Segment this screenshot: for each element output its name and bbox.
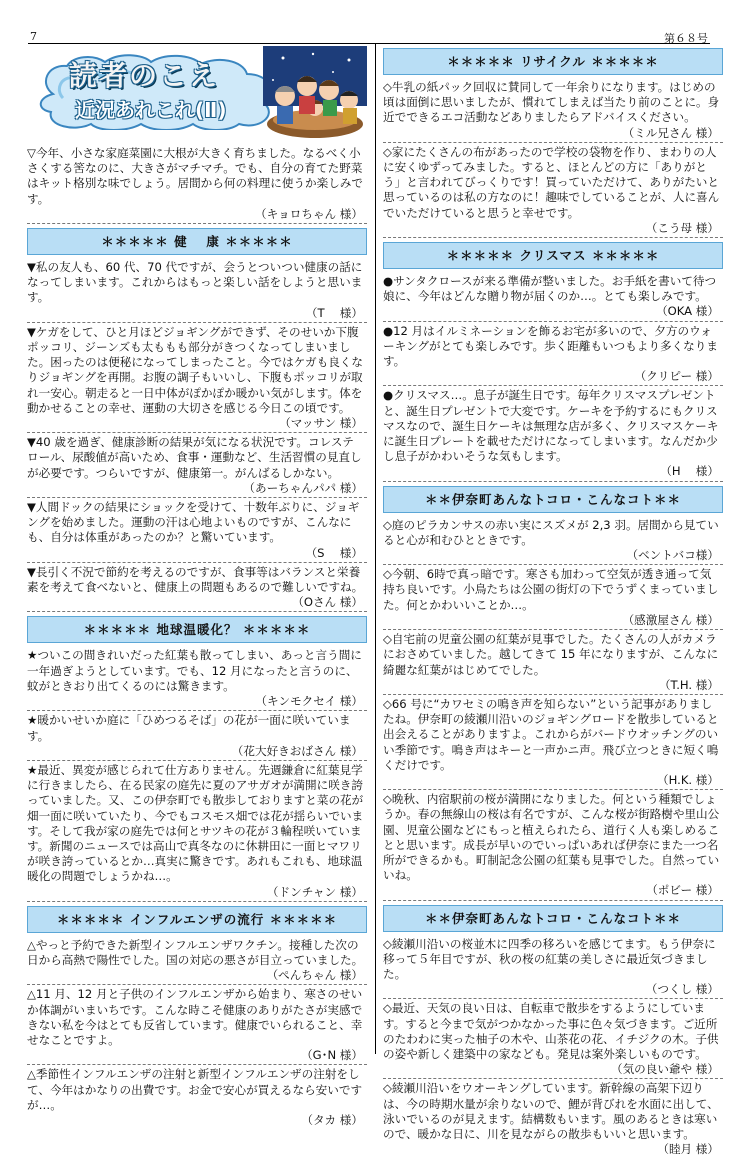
reader-comment bbox=[383, 518, 723, 566]
page-number: 7 bbox=[30, 30, 37, 43]
section-header: ＊＊＊＊＊ クリスマス ＊＊＊＊＊ bbox=[383, 242, 723, 269]
comment-signature: （キョロちゃん 様） bbox=[254, 206, 363, 221]
comment-text: ◇自宅前の児童公園の紅葉が見事でした。たくさんの人がカメラにおさめていました。越してきて 15 年になりますが、こんなに綺麗な紅葉がはじめてでした。 bbox=[383, 632, 719, 677]
comment-signature: （ぺんちゃん 様） bbox=[266, 968, 363, 983]
reader-comment bbox=[383, 324, 723, 387]
left-sections bbox=[27, 146, 367, 1129]
reader-comment bbox=[383, 1081, 723, 1158]
comment-signature: （花大好きおばさん 様） bbox=[231, 743, 363, 758]
comment-signature: （タカ 様） bbox=[301, 1112, 363, 1127]
comment-text: ★暖かいせいか庭に「ひめつるそば」の花が一面に咲いています。 bbox=[27, 713, 351, 743]
comment-text: ★最近、異変が感じられて仕方ありません。先週鎌倉に紅葉見学に行きましたら、在る民家の庭先に夏のアサガオが満開に咲き誇っていました。又、この伊奈町でも散歩しておりますと菜の花が畑一面に咲いていたり、今でもコスモス畑では花が揺らいでいます。そして我が家の庭先では何とサツキの花が３輪程咲いています。新聞のニュースでは高山で真冬なのに休耕田に一面ヒマワリが咲き誇っているとか…真実に驚きです。あれもこれも、地球温暖化の問題でしょうかね…。 bbox=[27, 762, 364, 884]
comment-signature: （S 様） bbox=[305, 545, 363, 560]
reader-comment bbox=[383, 632, 723, 695]
comment-text: ▼私の友人も、60 代、70 代ですが、会うとついつい健康の話になってしまいます。これからはもっと楽しい話をしようと思います。 bbox=[27, 260, 363, 305]
comment-text: ▼ケガをして、ひと月ほどジョギングができず、そのせいか下腹ポッコリ、ジーンズも太ももも部分がきつくなってしまいました。困ったのは便秘になってしまったこと。今ではケガも良くなりジョギングを再開。お腹の調子もいいし、下腹もポッコリが取れ一安心。朝走ると一日中体がぽかぽか暖かい気がします。体を動かせることの幸せ、運動の大切さを感じる今日この頃です。 bbox=[27, 324, 363, 415]
comment-text: ◇晩秋、内宿駅前の桜が満開になりました。何という種類でしょうか。春の無線山の桜は有名ですが、こんな桜が街路樹や里山公園、児童公園などにもっと植えられたら、道行く人も楽しめることと思います。成長が早いのでいっぱいあれば伊奈にまた一つ名所ができるかも。町制記念公園の紅葉も見事でした。自然っていいね。 bbox=[383, 792, 720, 883]
comment-text: ▼40 歳を過ぎ、健康診断の結果が気になる状況です。コレステロール、尿酸値が高いため、食事・運動など、生活習慣の見直しが必要です。つらいですが、健康第一。がんばるしかない。 bbox=[27, 435, 362, 480]
comment-text: ▼長引く不況で節約を考えるのですが、食事等はバランスと栄養素を考えて食べないと、健康上の問題もあるので難しいですね。 bbox=[27, 564, 364, 595]
section-header: ＊＊＊＊＊ 健 康 ＊＊＊＊＊ bbox=[27, 228, 367, 255]
section-header: ＊＊＊＊＊ インフルエンザの流行 ＊＊＊＊＊ bbox=[27, 906, 367, 933]
title-block bbox=[27, 44, 367, 146]
comment-text: ●12 月はイルミネーションを飾るお宅が多いので、夕方のウォーキングがとても楽しみです。歩く距離もいつもより多くなります。 bbox=[383, 323, 718, 369]
reader-comment bbox=[383, 145, 723, 238]
reader-comment bbox=[27, 260, 367, 323]
issue-number: 第６８号 bbox=[664, 32, 708, 45]
section-header: ＊＊＊＊＊ 地球温暖化？ ＊＊＊＊＊ bbox=[27, 616, 367, 643]
reader-comment bbox=[27, 763, 367, 902]
reader-comment bbox=[27, 435, 367, 498]
comment-text: ●クリスマス…。息子が誕生日です。毎年クリスマスプレゼントと、誕生日プレゼントで大変です。ケーキを予約するにもクリスマスなので、誕生日ケーキは無理な店が多く、クリスマスケーキに誕生日プレートを載せただけになってしまいます。なんだか少し息子がかわいそうな気もします。 bbox=[383, 388, 719, 464]
reader-comment bbox=[383, 792, 723, 900]
comment-signature: （ミル兄さん 様） bbox=[622, 125, 719, 140]
comment-signature: （G･N 様） bbox=[301, 1048, 363, 1063]
comment-signature: （H 様） bbox=[660, 464, 719, 479]
reader-comment bbox=[27, 987, 367, 1065]
comment-signature: （ベントバコ様） bbox=[626, 548, 719, 563]
reader-comment bbox=[383, 1001, 723, 1079]
comment-text: △やっと予約できた新型インフルエンザワクチン。接種した次の日から高熱で陽性でした。国の対応の悪さが目立っていました。 bbox=[27, 937, 364, 967]
reader-comment bbox=[27, 713, 367, 761]
reader-comment bbox=[383, 697, 723, 790]
comment-text: ★ついこの間きれいだった紅葉も散ってしまい、あっと言う間に一年過ぎようとしています。でも、12 月になったと言うのに、蚊がときおり出てくるのには驚きます。 bbox=[27, 648, 362, 693]
comment-signature: （H.K. 様） bbox=[657, 772, 719, 787]
comment-signature: （気の良い爺や 様） bbox=[610, 1062, 719, 1077]
section-header: ＊＊＊＊＊ リサイクル ＊＊＊＊＊ bbox=[383, 48, 723, 75]
reader-comment bbox=[27, 565, 367, 613]
comment-signature: （T.H. 様） bbox=[658, 677, 719, 692]
section-header: ＊＊伊奈町あんなトコロ・こんなコト＊＊ bbox=[383, 905, 723, 932]
right-column bbox=[383, 44, 723, 1160]
reader-comment bbox=[383, 567, 723, 630]
reader-comment bbox=[27, 938, 367, 986]
section-title: 読者のこえ bbox=[69, 59, 220, 92]
comment-text: ▼人間ドックの結果にショックを受けて、十数年ぶりに、ジョギングを始めました。運動の汗は心地よいものですが、こんなにも、自分は体重があったのか？と驚いています。 bbox=[27, 500, 360, 545]
reader-comment bbox=[383, 388, 723, 481]
section-subtitle: 近況あれこれ(Ⅱ) bbox=[75, 98, 227, 122]
comment-signature: （つくし 様） bbox=[645, 982, 719, 997]
comment-signature: （キンモクセイ 様） bbox=[255, 694, 363, 709]
comment-signature: （T 様） bbox=[305, 305, 363, 320]
comment-signature: （ドンチャン 様） bbox=[266, 884, 363, 899]
comment-signature: （OKA 様） bbox=[656, 304, 719, 319]
comment-text: ◇今朝、6時で真っ暗です。寒さも加わって空気が透き通って気持ち良いです。小鳥たちは公園の街灯の下でうずくまっていました。何とかわいいことか…。 bbox=[383, 567, 719, 612]
reader-comment bbox=[27, 500, 367, 563]
family-reading-illustration bbox=[263, 46, 367, 142]
comment-signature: （クリピー 様） bbox=[634, 369, 719, 384]
comment-signature: （睦月 様） bbox=[657, 1142, 719, 1157]
column-divider bbox=[375, 44, 376, 1054]
reader-comment bbox=[383, 937, 723, 1000]
comment-text: ◇牛乳の紙パック回収に賛同して一年余りになります。はじめの頃は面倒に思いましたが、慣れてしまえば当たり前のことに。身近でできるエコ活動などありましたらアドバイスください。 bbox=[383, 80, 720, 125]
reader-comment bbox=[27, 1067, 367, 1129]
comment-text: △11 月、12 月と子供のインフルエンザから始まり、寒さのせいか体調がいまいちです。こんな時こそ健康のありがたさが実感できない私を今はとても反省しています。健康でいられること、幸せなことですよ。 bbox=[27, 987, 363, 1047]
comment-text: ◇66 号に“カワセミの鳴き声を知らない”という記事がありましたね。伊奈町の綾瀬川沿いのジョギングロードを散歩していると出会えることがありますよ。これからがバードウオッチングのいい季節です。鳴き声はキーと一声かニ声。飛び立つときに短く鳴くだけです。 bbox=[383, 696, 719, 772]
comment-signature: （Oさん 様） bbox=[292, 595, 363, 610]
comment-text: ▽今年、小さな家庭菜園に大根が大きく育ちました。なるべく小さくする筈なのに、大きさがマチマチ。でも、自分の育てた野菜はキット格別な味でしょう。居間から何の料理に使うか楽しみです。 bbox=[27, 146, 363, 206]
reader-comment bbox=[27, 325, 367, 433]
comment-text: ◇綾瀬川沿いをウオーキングしています。新幹線の高架下辺りは、今の時期水量が余りないので、鯉が背びれを水面に出して、泳いでいるのが見えます。結構数もいます。風のあるときは寒いので、暖かな日に、川を見ながらの散歩もいいと思います。 bbox=[383, 1081, 719, 1141]
comment-text: ●サンタクロースが来る準備が整いました。お手紙を書いて待つ娘に、今年はどんな贈り物が届くのか…。とても楽しみです。 bbox=[383, 274, 717, 304]
reader-comment bbox=[383, 80, 723, 143]
reader-comment bbox=[27, 146, 367, 224]
comment-text: △季節性インフルエンザの注射と新型インフルエンザの注射をして、今年はかなりの出費です。お金で安心が買えるなら安いですが…。 bbox=[27, 1067, 363, 1112]
comment-text: ◇綾瀬川沿いの桜並木に四季の移ろいを感じてます。もう伊奈に移って５年目ですが、秋の桜の紅葉の美しさに最近気づきました。 bbox=[383, 936, 716, 981]
right-sections bbox=[383, 48, 723, 1158]
left-column bbox=[27, 44, 367, 1131]
comment-signature: （あーちゃんパパ 様） bbox=[243, 480, 363, 495]
comment-signature: （こう母 様） bbox=[645, 220, 719, 235]
reader-comment bbox=[27, 648, 367, 711]
comment-text: ◇庭のピラカンサスの赤い実にスズメが 2,3 羽。居間から見ていると心が和むひとときです。 bbox=[383, 517, 719, 547]
reader-comment bbox=[383, 274, 723, 322]
comment-signature: （マッサン 様） bbox=[279, 416, 363, 431]
comment-signature: （ポビー 様） bbox=[646, 883, 719, 898]
section-header: ＊＊伊奈町あんなトコロ・こんなコト＊＊ bbox=[383, 486, 723, 513]
comment-text: ◇家にたくさんの布があったので学校の袋物を作り、まわりの人に安くゆずってみました。すると、ほとんどの方に「ありがとう」と言われてびっくりです！買っていただけて、ありがたいと思っているのは私の方なのに！趣味でしていることが、人に喜んでいただけていると思うと幸せです。 bbox=[383, 144, 720, 220]
comment-signature: （感激屋さん 様） bbox=[622, 612, 719, 627]
comment-text: ◇最近、天気の良い日は、自転車で散歩をするようにしています。すると今まで気がつかなかった事に色々気づきます。ご近所のたわわに実った柚子の木や、山茶花の花、イチジクの木。子供の姿や新しく建築中の家なども。発見は案外楽しいものです。 bbox=[383, 1001, 719, 1061]
